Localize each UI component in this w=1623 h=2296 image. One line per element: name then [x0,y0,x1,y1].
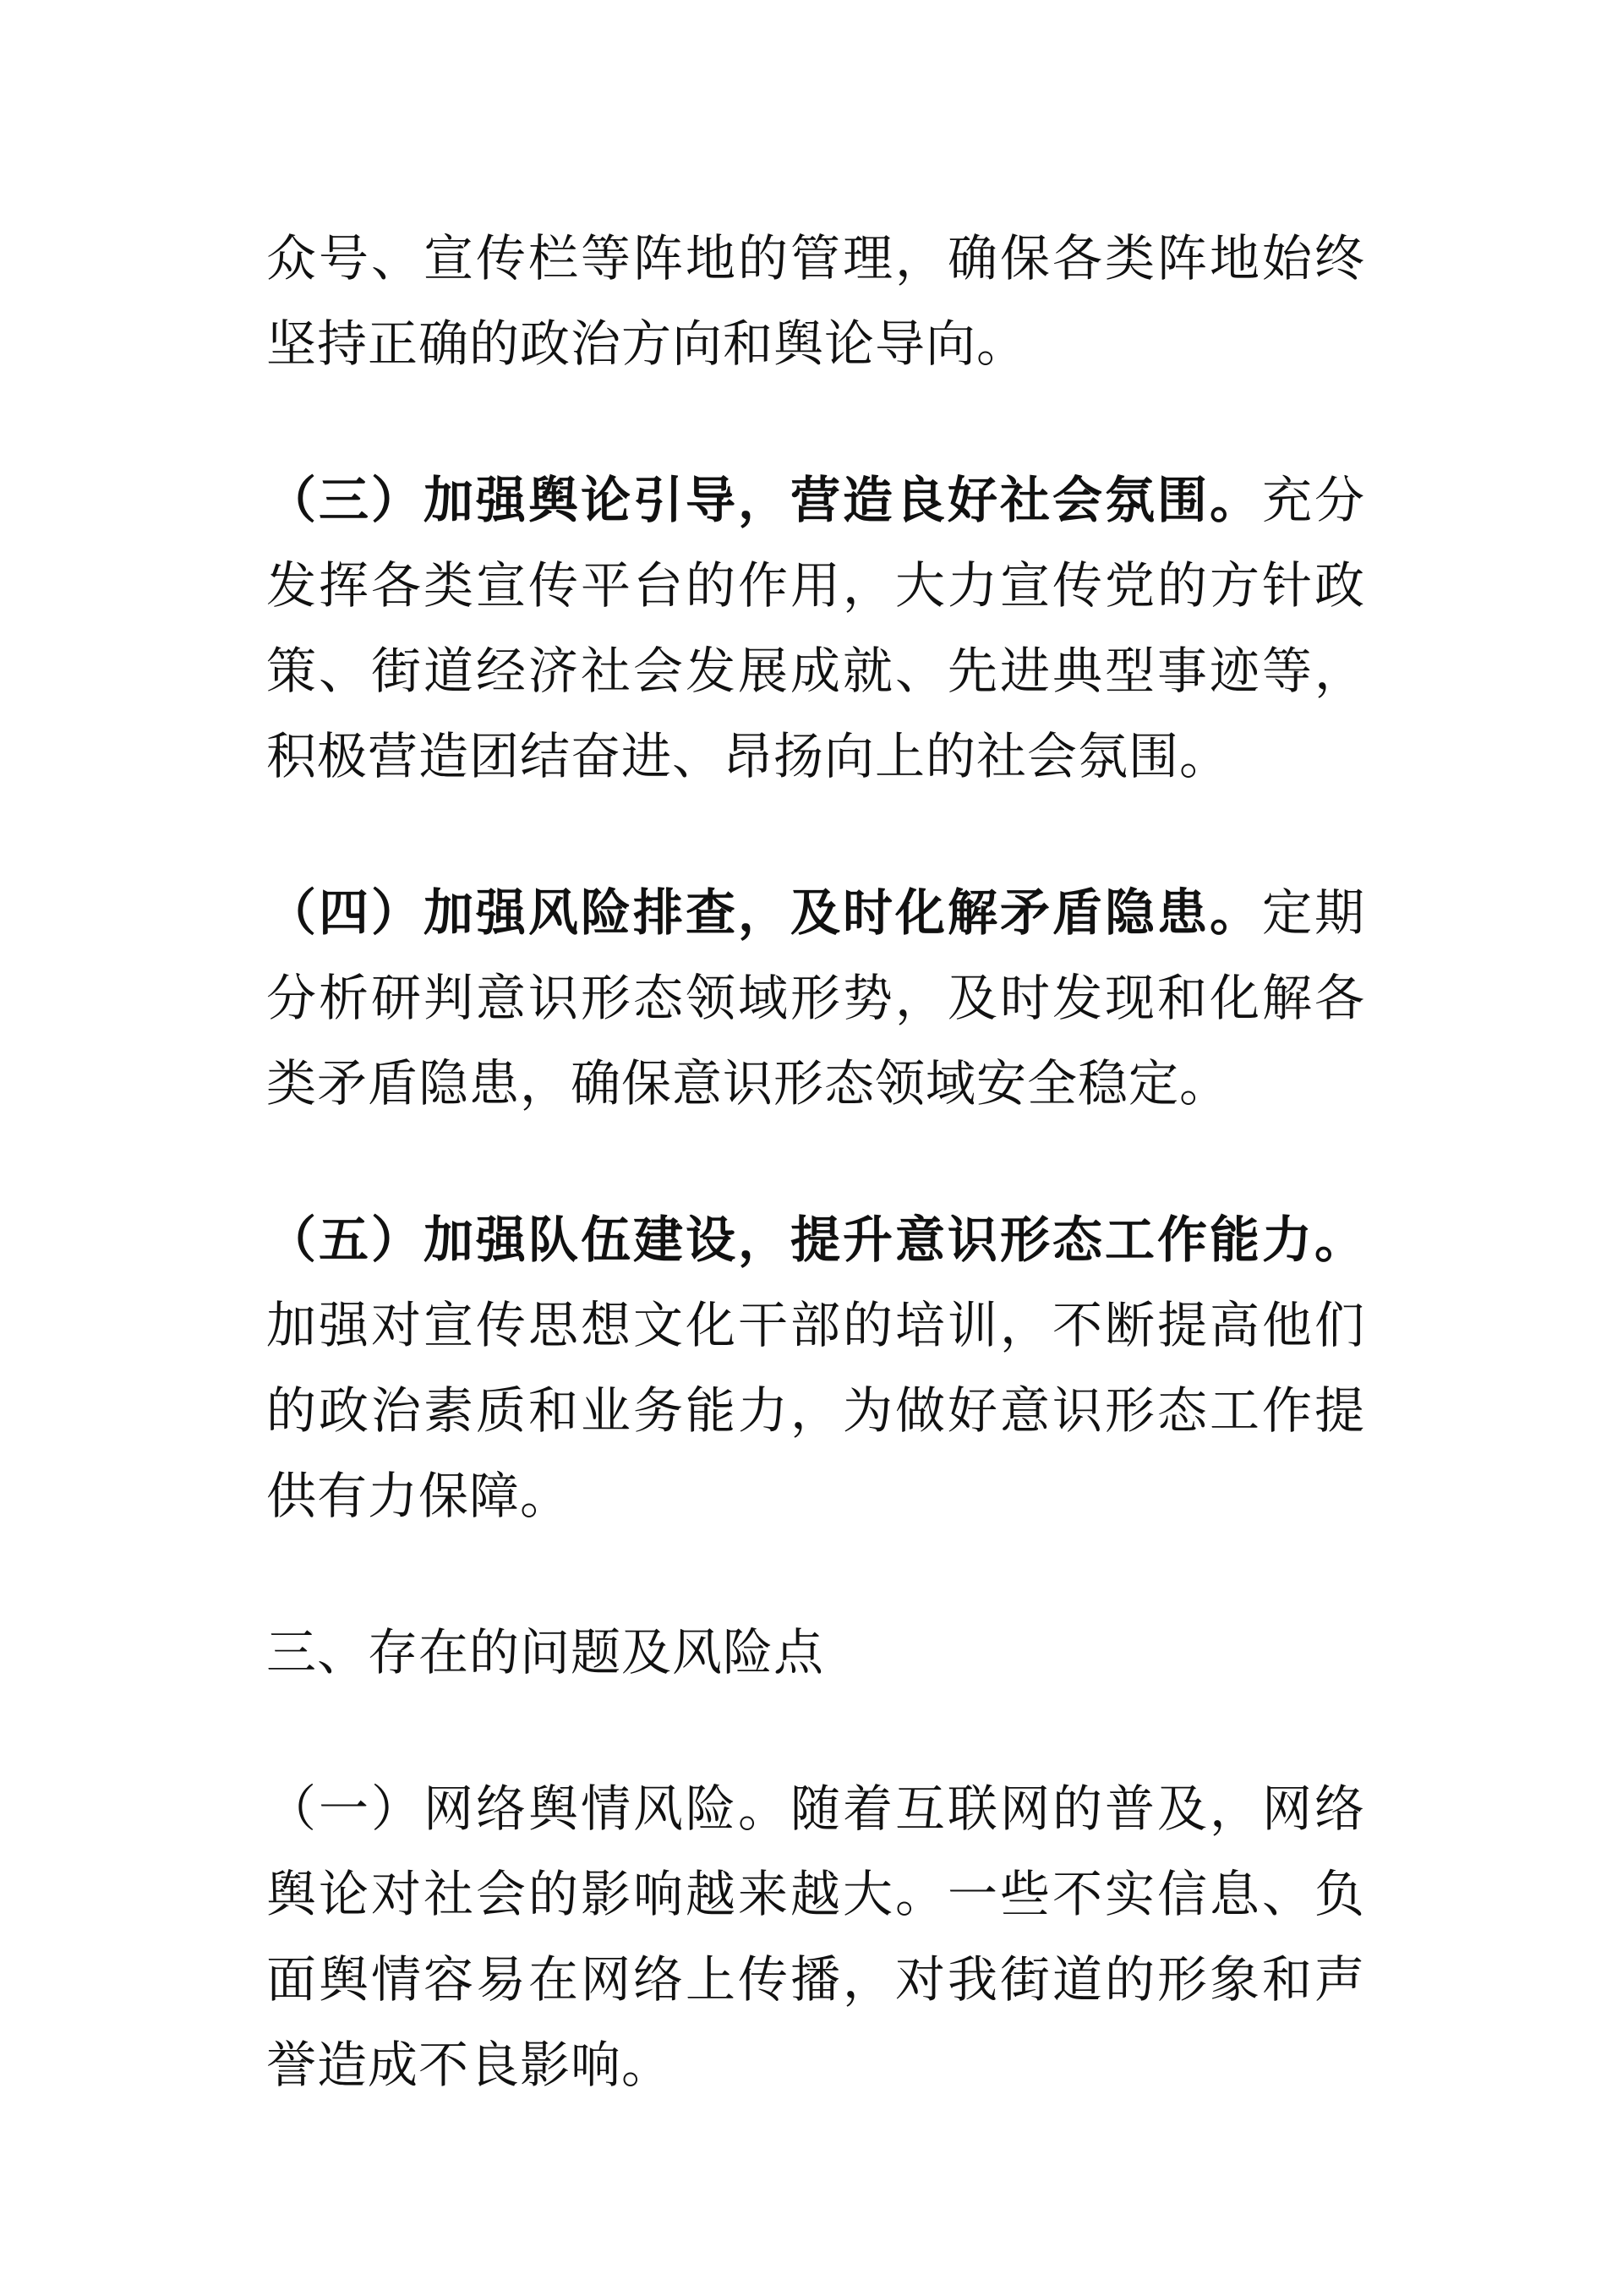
section-heading [266,1610,1365,1695]
paragraph-risk-1 [266,1766,1365,2107]
paragraph-text: 加强对宣传思想文化干部的培训，不断提高他们的政治素质和业务能力，为做好意识形态工作提供有力保障。 [266,1296,1365,1525]
paragraph-heading: （三）加强舆论引导，营造良好社会氛围。 [266,471,1262,529]
paragraph-text: 众号、宣传栏等阵地的管理，确保各类阵地始终坚持正确的政治方向和舆论导向。 [266,229,1365,373]
paragraph-text: （一）网络舆情风险。随着互联网的普及，网络舆论对社会的影响越来越大。一些不实信息、负面舆情容易在网络上传播，对我街道的形象和声誉造成不良影响。 [266,1779,1365,2094]
document-page [266,216,1365,2107]
paragraph-text: 充分发挥各类宣传平台的作用，大力宣传党的方针政策、街道经济社会发展成就、先进典型事迹等，积极营造团结奋进、昂扬向上的社会氛围。 [266,471,1365,785]
paragraph-heading: （五）加强队伍建设，提升意识形态工作能力。 [266,1211,1365,1269]
paragraph-heading: （四）加强风险排查，及时化解矛盾隐患。 [266,883,1262,942]
paragraph-item-4 [266,870,1365,1126]
paragraph-item-3 [266,457,1365,799]
paragraph-continuation [266,216,1365,386]
paragraph-text: 定期分析研判意识形态领域形势，及时发现和化解各类矛盾隐患，确保意识形态领域安全稳定。 [266,883,1365,1112]
paragraph-item-5 [266,1197,1365,1539]
section-heading-text: 三、存在的问题及风险点 [266,1623,825,1681]
